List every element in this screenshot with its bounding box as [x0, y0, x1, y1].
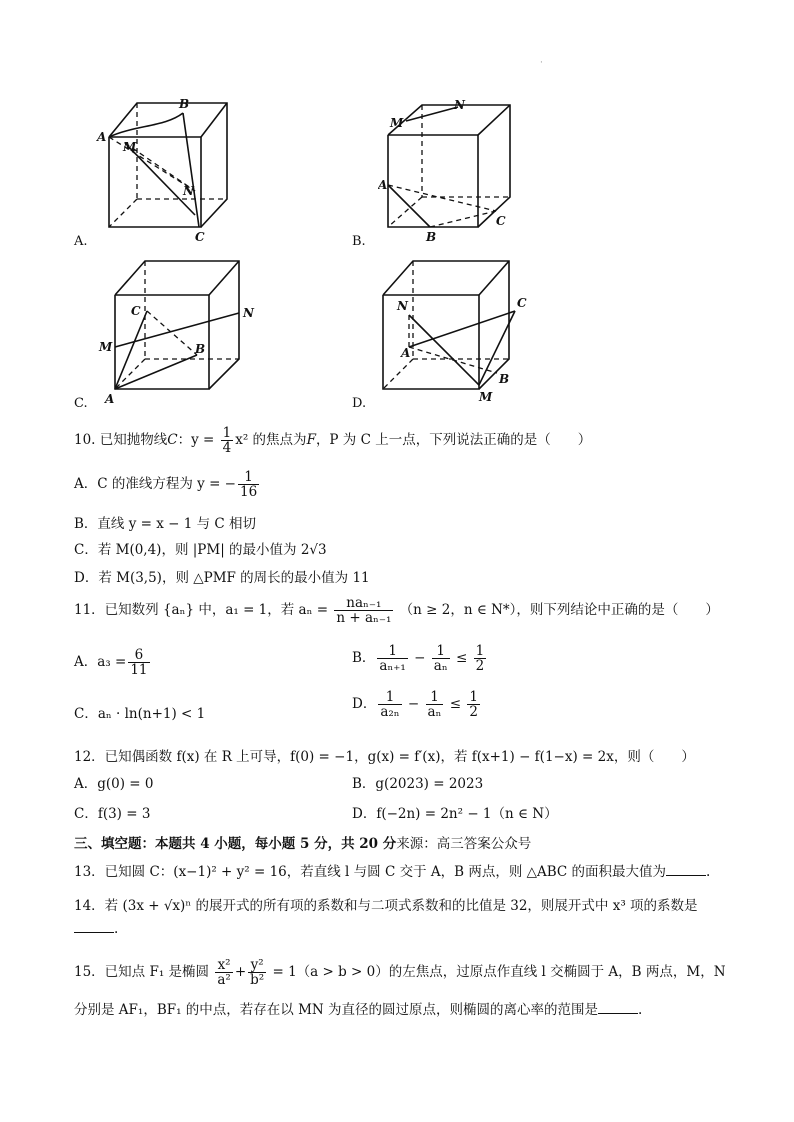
figure-a-label: A. — [74, 234, 88, 249]
q11-stem: 11．已知数列 {aₙ} 中，a₁ = 1，若 aₙ = $\frac{\text{naₙ₋₁}}{\text{n + aₙ₋₁}}$ （n ≥ 2，n ∈ N*），则下列结论中正确的是（ ） — [74, 595, 719, 627]
point-label-a: A — [105, 392, 115, 405]
point-label-b: B — [195, 342, 206, 356]
q12-stem: 12．已知偶函数 f(x) 在 R 上可导，f(0) = −1，g(x) = f′(x)，若 f(x+1) − f(1−x) = 2x，则（ ） — [74, 749, 695, 765]
point-label-c: C — [131, 304, 141, 318]
q10-option-d: D．若 M(3,5)，则 △PMF 的周长的最小值为 11 — [74, 570, 370, 586]
figure-d-cube — [375, 255, 535, 405]
q11-fraction: $\frac{\text{naₙ₋₁}}{\text{n + aₙ₋₁}}$ — [336, 595, 392, 627]
point-label-n: N — [397, 299, 408, 313]
figure-d-label: D. — [352, 396, 367, 411]
q14-blank-line: . — [74, 920, 118, 937]
q15-line2: 分别是 AF₁，BF₁ 的中点，若存在以 MN 为直径的圆过原点，则椭圆的离心率的范围是 . — [74, 1002, 643, 1018]
figure-a-cube — [95, 95, 235, 245]
answer-blank — [74, 920, 114, 933]
section-three-heading: 三、填空题：本题共 4 小题，每小题 5 分，共 20 分来源：高三答案公众号 — [74, 836, 532, 852]
point-label-a: A — [378, 178, 388, 192]
q10-option-c: C．若 M(0,4)，则 |PM| 的最小值为 2√3 — [74, 542, 327, 558]
q12-option-a: A．g(0) = 0 — [74, 776, 154, 792]
point-label-c: C — [496, 214, 506, 228]
point-label-m: M — [123, 140, 137, 154]
point-label-b: B — [179, 97, 190, 111]
figure-c-label: C. — [74, 396, 88, 411]
q10-option-a: A．C 的准线方程为 y = − $\frac{1}{16}$ — [74, 469, 258, 501]
answer-blank — [598, 1001, 638, 1014]
point-label-n: N — [454, 98, 465, 112]
speck: · — [540, 58, 543, 68]
q12-option-c: C．f(3) = 3 — [74, 806, 151, 822]
point-label-n: N — [243, 306, 254, 320]
point-label-b: B — [426, 230, 437, 244]
point-label-c: C — [517, 296, 527, 310]
figure-c-cube — [95, 255, 265, 405]
q12-option-b: B．g(2023) = 2023 — [352, 776, 484, 792]
q12-option-d: D．f(−2n) = 2n² − 1（n ∈ N） — [352, 806, 558, 822]
q10-stem: 10. 已知抛物线C：y = $\frac{1}{4}$ x² 的焦点为F，P 为 C 上一点，下列说法正确的是（ ） — [74, 425, 592, 457]
q11-option-b: B． $\frac{1}{\text{aₙ₊₁}}$ − $\frac{1}{\text{aₙ}}$ ≤ $\frac{1}{2}$ — [352, 643, 485, 675]
q11-option-a: A．a₃ = $\frac{6}{11}$ — [74, 647, 148, 679]
point-label-c: C — [195, 230, 205, 244]
q13: 13．已知圆 C：(x−1)² + y² = 16，若直线 l 与圆 C 交于 A，B 两点，则 △ABC 的面积最大值为 . — [74, 864, 711, 880]
point-label-b: B — [499, 372, 510, 386]
figure-b-cube — [378, 95, 523, 245]
q10-fraction: $\frac{1}{4}$ — [222, 425, 232, 457]
q14: 14．若 (3x + √x)ⁿ 的展开式的所有项的系数和与二项式系数和的比值是 32，则展开式中 x³ 项的系数是 — [74, 898, 698, 914]
point-label-m: M — [99, 340, 113, 354]
figure-b-label: B. — [352, 234, 366, 249]
answer-blank — [666, 863, 706, 876]
q11-option-c: C．aₙ · ln(n+1) < 1 — [74, 706, 206, 722]
q10-option-b: B．直线 y = x − 1 与 C 相切 — [74, 516, 257, 532]
point-label-n: N — [183, 184, 194, 198]
point-label-a: A — [401, 346, 411, 360]
point-label-a: A — [97, 130, 107, 144]
q15-line1: 15．已知点 F₁ 是椭圆 $\frac{\text{x²}}{\text{a²}}$ + $\frac{\text{y²}}{\text{b²}}$ = 1（a > b > 0）的左焦点，过原点作直线 l 交椭圆于 A，B 两点，M，N — [74, 957, 726, 989]
q11-option-d: D． $\frac{1}{\text{a₂ₙ}}$ − $\frac{1}{\text{aₙ}}$ ≤ $\frac{1}{2}$ — [352, 689, 478, 721]
point-label-m: M — [390, 116, 404, 130]
point-label-m: M — [479, 390, 493, 404]
